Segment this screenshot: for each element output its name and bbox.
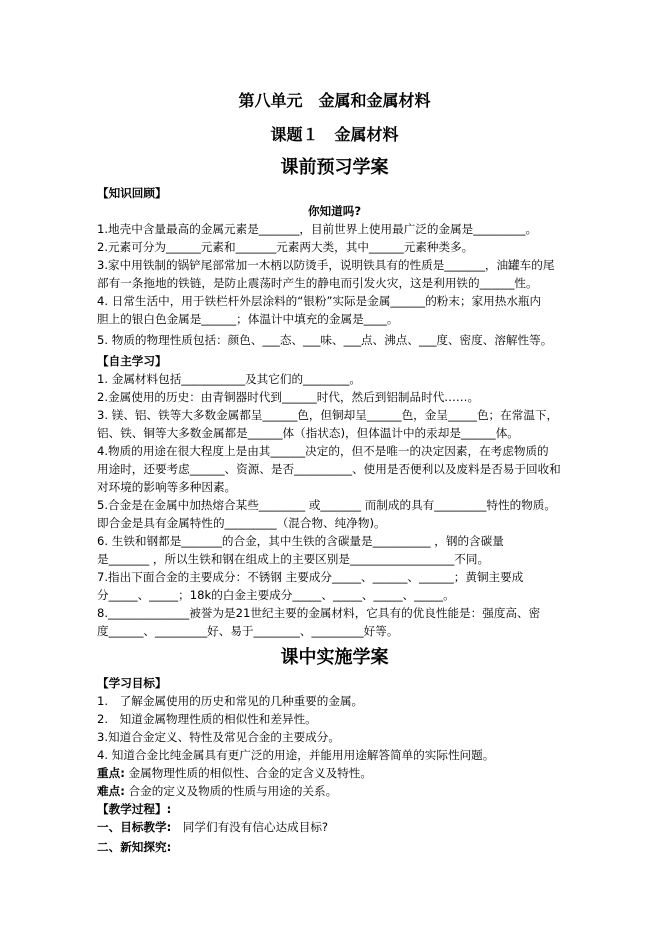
difficult-point bbox=[97, 782, 572, 800]
review-heading: 【知识回顾】 bbox=[97, 186, 167, 200]
self-study-line: 分_____、_____；18k的白金主要成分_____、_____、_____、_____。 bbox=[97, 588, 455, 602]
self-study-line: 2.金属使用的历史：由青铜器时代到______时代，然后到铝制品时代……。 bbox=[97, 390, 480, 404]
step-1-text: 同学们有没有信心达成目标? bbox=[171, 820, 329, 834]
key-point-label: 重点: bbox=[97, 766, 125, 780]
document-page bbox=[97, 86, 572, 856]
review-line: 3.家中用铁制的锅铲尾部常加一木柄以防烫手，说明铁具有的性质是_______，油罐车的尾 bbox=[97, 258, 555, 272]
goal-line: 1. 了解金属使用的历史和常见的几种重要的金属。 bbox=[97, 694, 364, 708]
process-step-2: 二、新知探究: bbox=[97, 840, 172, 854]
review-line: 2.元素可分为______元素和_______元素两大类，其中______元素种类多。 bbox=[97, 240, 474, 254]
review-line: 5. 物质的物理性质包括：颜色、___态、___味、___点、沸点、___度、密度、溶解性等。 bbox=[97, 333, 553, 347]
key-point bbox=[97, 764, 572, 782]
self-study-line: 4.物质的用途在很大程度上是由其______决定的，但不是唯一的决定因素，在考虑物质的 bbox=[97, 444, 549, 458]
unit-title: 第八单元 金属和金属材料 bbox=[238, 91, 431, 110]
self-study-line: 对环境的影响等多种因素。 bbox=[97, 480, 237, 494]
self-study-heading: 【自主学习】 bbox=[97, 354, 167, 368]
self-study-line: 铝、铁、铜等大多数金属都是______体（指状态)，但体温计中的汞却是______体。 bbox=[97, 426, 519, 440]
review-line: 部有一条拖地的铁链，是防止震荡时产生的静电而引发火灾，这是利用铁的______性。 bbox=[97, 276, 538, 290]
review-line: 4. 日常生活中，用于铁栏杆外层涂料的“银粉”实际是金属______的粉末；家用热水瓶内 bbox=[97, 294, 542, 308]
step-1-label: 一、目标教学: bbox=[97, 820, 172, 834]
self-study-line: 7.指出下面合金的主要成分：不锈钢 主要成分_____、______、______；黄铜主要成 bbox=[97, 570, 524, 584]
difficult-point-text: 合金的定义及物质的性质与用途的关系。 bbox=[124, 784, 338, 798]
self-study-line: 5.合金是在金属中加热熔合某些________ 或_______ 而制成的具有_________特性的物质。 bbox=[97, 498, 556, 512]
lesson-title: 课题１ 金属材料 bbox=[270, 125, 399, 144]
key-point-text: 金属物理性质的相似性、合金的定含义及特性。 bbox=[124, 766, 372, 780]
self-study-line: 8.______________被誉为是21世纪主要的金属材料，它具有的优良性能是：强度高、密 bbox=[97, 606, 541, 620]
review-subheading: 你知道吗? bbox=[307, 204, 362, 218]
review-line: 1.地壳中含量最高的金属元素是_______，目前世界上使用最广泛的金属是_________。 bbox=[97, 222, 538, 236]
process-heading: 【教学过程】: bbox=[97, 802, 172, 816]
self-study-line: 用途时，还要考虑______、资源、是否__________、使用是否便利以及废料是否易于回收和 bbox=[97, 462, 561, 476]
self-study-line: 即合金是具有金属特性的_________（混合物、纯净物)。 bbox=[97, 516, 386, 530]
preview-title: 课前预习学案 bbox=[280, 157, 389, 178]
self-study-line: 是_______ ，所以生铁和钢在组成上的主要区别是__________________不同。 bbox=[97, 552, 490, 566]
review-line: 胆上的银白色金属是______；体温计中填充的金属是____。 bbox=[97, 312, 399, 326]
goal-line: 2. 知道金属物理性质的相似性和差异性。 bbox=[97, 712, 317, 726]
difficult-point-label: 难点: bbox=[97, 784, 125, 798]
inclass-title: 课中实施学案 bbox=[280, 647, 389, 668]
self-study-line: 度______、_________好、易于________、_________好等。 bbox=[97, 624, 399, 638]
goal-line: 3.知道合金定义、特性及常见合金的主要成分。 bbox=[97, 730, 340, 744]
process-step-1 bbox=[97, 818, 572, 836]
self-study-line: 1. 金属材料包括___________及其它们的________。 bbox=[97, 372, 362, 386]
self-study-line: 6. 生铁和钢都是_______的合金，其中生铁的含碳量是__________ ，钢的含碳量 bbox=[97, 534, 504, 548]
self-study-line: 3. 镁、铝、铁等大多数金属都呈______色，但铜却呈______色，金呈_____色；在常温下， bbox=[97, 408, 559, 422]
goal-line: 4. 知道合金比纯金属具有更广泛的用途，并能用用途解答简单的实际性问题。 bbox=[97, 748, 495, 762]
goals-heading: 【学习目标】 bbox=[97, 676, 167, 690]
